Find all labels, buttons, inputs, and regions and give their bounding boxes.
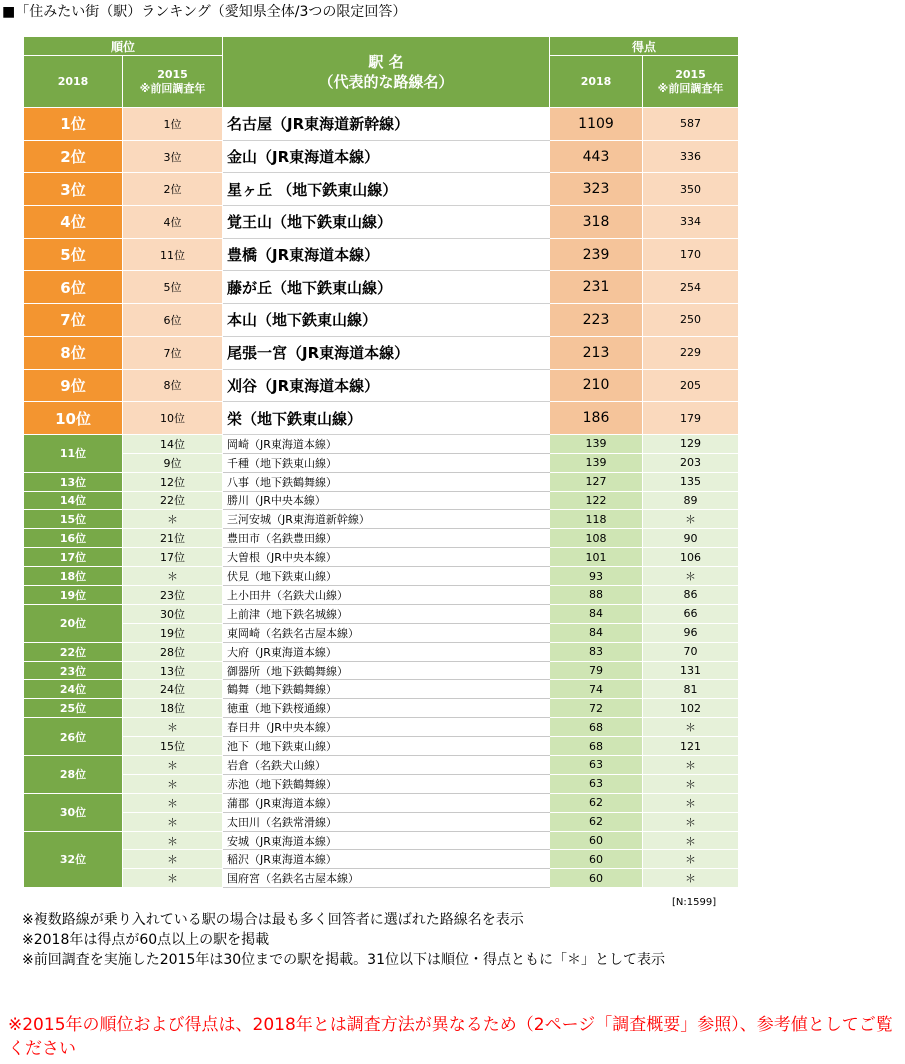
- rank-2018-cell: 7位: [24, 304, 123, 337]
- station-name-cell: 藤が丘（地下鉄東山線）: [223, 271, 550, 304]
- rank-2018-cell: 9位: [24, 369, 123, 402]
- score-2018-cell: 72: [550, 699, 643, 718]
- table-body: [24, 108, 739, 888]
- rank-2015-cell: 3位: [123, 140, 223, 173]
- table-row: [24, 453, 739, 472]
- score-2018-cell: 122: [550, 491, 643, 510]
- station-name-cell: 豊田市（名鉄豊田線）: [223, 529, 550, 548]
- score-2018-cell: 68: [550, 718, 643, 737]
- rank-2015-cell: 1位: [123, 108, 223, 141]
- rank-2018-cell: 5位: [24, 238, 123, 271]
- rank-2015-cell: 21位: [123, 529, 223, 548]
- score-2018-cell: 93: [550, 567, 643, 586]
- station-name-cell: 伏見（地下鉄東山線）: [223, 567, 550, 586]
- table-row: [24, 271, 739, 304]
- score-2018-cell: 62: [550, 793, 643, 812]
- rank-2018-cell: 6位: [24, 271, 123, 304]
- rank-2015-cell: 24位: [123, 680, 223, 699]
- table-row: [24, 869, 739, 888]
- table-row: [24, 529, 739, 548]
- station-name-cell: 上前津（地下鉄名城線）: [223, 604, 550, 623]
- score-2015-cell: 121: [643, 737, 739, 756]
- rank-2015-cell: 19位: [123, 623, 223, 642]
- score-2015-cell: 205: [643, 369, 739, 402]
- station-name-cell: 千種（地下鉄東山線）: [223, 453, 550, 472]
- score-2015-cell: 203: [643, 453, 739, 472]
- table-row: [24, 567, 739, 586]
- station-name-cell: 覚王山（地下鉄東山線）: [223, 206, 550, 239]
- table-row: [24, 548, 739, 567]
- rank-2015-cell: ＊: [123, 831, 223, 850]
- score-2018-cell: 213: [550, 336, 643, 369]
- rank-2015-cell: 23位: [123, 586, 223, 605]
- table-row: [24, 304, 739, 337]
- score-2015-cell: ＊: [643, 567, 739, 586]
- station-name-cell: 太田川（名鉄常滑線）: [223, 812, 550, 831]
- score-2018-cell: 108: [550, 529, 643, 548]
- rank-2015-cell: ＊: [123, 774, 223, 793]
- table-row: [24, 402, 739, 435]
- score-2015-cell: ＊: [643, 774, 739, 793]
- rank-2018-cell: 3位: [24, 173, 123, 206]
- score-2015-cell: 336: [643, 140, 739, 173]
- rank-2015-cell: ＊: [123, 718, 223, 737]
- score-2018-cell: 139: [550, 434, 643, 453]
- station-name-cell: 岩倉（名鉄犬山線）: [223, 756, 550, 775]
- rank-2018-cell: 13位: [24, 472, 123, 491]
- header-station-sub: （代表的な路線名）: [318, 73, 454, 91]
- station-name-cell: 星ヶ丘 （地下鉄東山線）: [223, 173, 550, 206]
- score-2018-cell: 443: [550, 140, 643, 173]
- station-name-cell: 御器所（地下鉄鶴舞線）: [223, 661, 550, 680]
- rank-2018-cell: 10位: [24, 402, 123, 435]
- header-rank-2015: [123, 56, 223, 108]
- score-2015-cell: 90: [643, 529, 739, 548]
- station-name-cell: 尾張一宮（JR東海道本線）: [223, 336, 550, 369]
- score-2015-cell: 81: [643, 680, 739, 699]
- table-row: [24, 680, 739, 699]
- table-row: [24, 812, 739, 831]
- warning-text: ※2015年の順位および得点は、2018年とは調査方法が異なるため（2ページ「調査概要」参照）、参考値としてご覧ください: [8, 1015, 893, 1059]
- rank-2015-cell: ＊: [123, 756, 223, 775]
- rank-2018-cell: 28位: [24, 756, 123, 794]
- rank-2015-cell: 2位: [123, 173, 223, 206]
- score-2018-cell: 60: [550, 831, 643, 850]
- header-score-2015: [643, 56, 739, 108]
- score-2018-cell: 223: [550, 304, 643, 337]
- header-rank-group: 順位: [24, 37, 223, 56]
- header-score-2018: 2018: [550, 56, 643, 108]
- score-2018-cell: 68: [550, 737, 643, 756]
- score-2015-cell: ＊: [643, 869, 739, 888]
- rank-2015-cell: ＊: [123, 812, 223, 831]
- rank-2015-cell: 7位: [123, 336, 223, 369]
- table-row: [24, 831, 739, 850]
- rank-2015-cell: 6位: [123, 304, 223, 337]
- score-2018-cell: 231: [550, 271, 643, 304]
- score-2018-cell: 239: [550, 238, 643, 271]
- rank-2018-cell: 2位: [24, 140, 123, 173]
- table-row: [24, 336, 739, 369]
- table-row: [24, 434, 739, 453]
- score-2015-cell: 129: [643, 434, 739, 453]
- table-row: [24, 604, 739, 623]
- station-name-cell: 赤池（地下鉄鶴舞線）: [223, 774, 550, 793]
- score-2018-cell: 74: [550, 680, 643, 699]
- rank-2018-cell: 23位: [24, 661, 123, 680]
- note-line: ※複数路線が乗り入れている駅の場合は最も多く回答者に選ばれた路線名を表示: [22, 912, 524, 928]
- score-2018-cell: 101: [550, 548, 643, 567]
- header-station-title: 駅 名: [368, 53, 404, 71]
- rank-2018-cell: 8位: [24, 336, 123, 369]
- rank-2015-cell: ＊: [123, 793, 223, 812]
- station-name-cell: 名古屋（JR東海道新幹線）: [223, 108, 550, 141]
- score-2015-cell: 102: [643, 699, 739, 718]
- table-row: [24, 642, 739, 661]
- rank-2015-cell: ＊: [123, 510, 223, 529]
- rank-2018-cell: 15位: [24, 510, 123, 529]
- score-2015-cell: 135: [643, 472, 739, 491]
- station-name-cell: 金山（JR東海道本線）: [223, 140, 550, 173]
- score-2018-cell: 63: [550, 774, 643, 793]
- score-2015-cell: ＊: [643, 850, 739, 869]
- score-2015-cell: 170: [643, 238, 739, 271]
- table-row: [24, 238, 739, 271]
- rank-2018-cell: 32位: [24, 831, 123, 888]
- score-2015-cell: ＊: [643, 510, 739, 529]
- score-2018-cell: 83: [550, 642, 643, 661]
- table-row: [24, 850, 739, 869]
- rank-2018-cell: 22位: [24, 642, 123, 661]
- rank-2015-cell: ＊: [123, 869, 223, 888]
- rank-2015-cell: ＊: [123, 567, 223, 586]
- rank-2018-cell: 16位: [24, 529, 123, 548]
- table-row: [24, 774, 739, 793]
- header-rank-2015-year: 2015: [157, 67, 188, 81]
- note-line: ※前回調査を実施した2015年は30位までの駅を掲載。31位以下は順位・得点ともに「＊」として表示: [22, 952, 665, 968]
- station-name-cell: 蒲郡（JR東海道本線）: [223, 793, 550, 812]
- score-2018-cell: 210: [550, 369, 643, 402]
- station-name-cell: 鶴舞（地下鉄鶴舞線）: [223, 680, 550, 699]
- score-2018-cell: 139: [550, 453, 643, 472]
- rank-2018-cell: 26位: [24, 718, 123, 756]
- score-2015-cell: 350: [643, 173, 739, 206]
- rank-2015-cell: 12位: [123, 472, 223, 491]
- score-2018-cell: 186: [550, 402, 643, 435]
- score-2018-cell: 60: [550, 850, 643, 869]
- station-name-cell: 豊橋（JR東海道本線）: [223, 238, 550, 271]
- rank-2018-cell: 24位: [24, 680, 123, 699]
- score-2015-cell: 334: [643, 206, 739, 239]
- rank-2015-cell: 18位: [123, 699, 223, 718]
- station-name-cell: 稲沢（JR東海道本線）: [223, 850, 550, 869]
- sample-size: [N:1599]: [672, 897, 717, 908]
- score-2015-cell: ＊: [643, 756, 739, 775]
- score-2015-cell: 229: [643, 336, 739, 369]
- score-2015-cell: ＊: [643, 793, 739, 812]
- station-name-cell: 東岡崎（名鉄名古屋本線）: [223, 623, 550, 642]
- notes: [22, 910, 665, 970]
- rank-2015-cell: 5位: [123, 271, 223, 304]
- rank-2015-cell: ＊: [123, 850, 223, 869]
- rank-2018-cell: 4位: [24, 206, 123, 239]
- station-name-cell: 三河安城（JR東海道新幹線）: [223, 510, 550, 529]
- score-2018-cell: 62: [550, 812, 643, 831]
- station-name-cell: 刈谷（JR東海道本線）: [223, 369, 550, 402]
- table-row: [24, 793, 739, 812]
- rank-2015-cell: 14位: [123, 434, 223, 453]
- rank-2015-cell: 10位: [123, 402, 223, 435]
- table-row: [24, 140, 739, 173]
- score-2015-cell: 70: [643, 642, 739, 661]
- score-2015-cell: 179: [643, 402, 739, 435]
- table-row: [24, 491, 739, 510]
- rank-2018-cell: 25位: [24, 699, 123, 718]
- score-2018-cell: 84: [550, 604, 643, 623]
- rank-2015-cell: 13位: [123, 661, 223, 680]
- station-name-cell: 八事（地下鉄鶴舞線）: [223, 472, 550, 491]
- score-2018-cell: 60: [550, 869, 643, 888]
- score-2018-cell: 127: [550, 472, 643, 491]
- station-name-cell: 岡崎（JR東海道本線）: [223, 434, 550, 453]
- table-row: [24, 173, 739, 206]
- page-title: ■「住みたい街（駅）ランキング（愛知県全体/3つの限定回答）: [2, 4, 407, 20]
- rank-2018-cell: 30位: [24, 793, 123, 831]
- header-score-group: 得点: [550, 37, 739, 56]
- score-2018-cell: 118: [550, 510, 643, 529]
- score-2015-cell: 254: [643, 271, 739, 304]
- score-2015-cell: ＊: [643, 812, 739, 831]
- station-name-cell: 大曽根（JR中央本線）: [223, 548, 550, 567]
- table-row: [24, 756, 739, 775]
- table-row: [24, 718, 739, 737]
- rank-2018-cell: 18位: [24, 567, 123, 586]
- station-name-cell: 上小田井（名鉄犬山線）: [223, 586, 550, 605]
- table-row: [24, 369, 739, 402]
- ranking-table: [23, 36, 739, 888]
- rank-2015-cell: 28位: [123, 642, 223, 661]
- header-score-2015-year: 2015: [675, 67, 706, 81]
- rank-2018-cell: 1位: [24, 108, 123, 141]
- station-name-cell: 安城（JR東海道本線）: [223, 831, 550, 850]
- score-2015-cell: 131: [643, 661, 739, 680]
- station-name-cell: 春日井（JR中央本線）: [223, 718, 550, 737]
- rank-2015-cell: 30位: [123, 604, 223, 623]
- station-name-cell: 栄（地下鉄東山線）: [223, 402, 550, 435]
- score-2018-cell: 79: [550, 661, 643, 680]
- rank-2015-cell: 9位: [123, 453, 223, 472]
- score-2018-cell: 318: [550, 206, 643, 239]
- rank-2018-cell: 11位: [24, 434, 123, 472]
- station-name-cell: 大府（JR東海道本線）: [223, 642, 550, 661]
- score-2018-cell: 63: [550, 756, 643, 775]
- score-2015-cell: 86: [643, 586, 739, 605]
- table-row: [24, 108, 739, 141]
- table-header: [24, 37, 739, 108]
- rank-2018-cell: 19位: [24, 586, 123, 605]
- header-rank-2015-note: ※前回調査年: [139, 81, 206, 95]
- rank-2015-cell: 15位: [123, 737, 223, 756]
- station-name-cell: 勝川（JR中央本線）: [223, 491, 550, 510]
- table-row: [24, 472, 739, 491]
- table-row: [24, 206, 739, 239]
- note-line: ※2018年は得点が60点以上の駅を掲載: [22, 932, 270, 948]
- rank-2015-cell: 4位: [123, 206, 223, 239]
- score-2015-cell: 106: [643, 548, 739, 567]
- rank-2015-cell: 22位: [123, 491, 223, 510]
- score-2018-cell: 84: [550, 623, 643, 642]
- table-row: [24, 510, 739, 529]
- table-row: [24, 699, 739, 718]
- station-name-cell: 本山（地下鉄東山線）: [223, 304, 550, 337]
- table-row: [24, 586, 739, 605]
- score-2015-cell: 66: [643, 604, 739, 623]
- score-2015-cell: 96: [643, 623, 739, 642]
- score-2015-cell: ＊: [643, 718, 739, 737]
- table-row: [24, 737, 739, 756]
- table-row: [24, 661, 739, 680]
- rank-2015-cell: 17位: [123, 548, 223, 567]
- station-name-cell: 徳重（地下鉄桜通線）: [223, 699, 550, 718]
- header-score-2015-note: ※前回調査年: [657, 81, 724, 95]
- rank-2018-cell: 20位: [24, 604, 123, 642]
- station-name-cell: 池下（地下鉄東山線）: [223, 737, 550, 756]
- score-2018-cell: 1109: [550, 108, 643, 141]
- rank-2015-cell: 8位: [123, 369, 223, 402]
- rank-2015-cell: 11位: [123, 238, 223, 271]
- header-rank-2018: 2018: [24, 56, 123, 108]
- score-2015-cell: 587: [643, 108, 739, 141]
- score-2015-cell: ＊: [643, 831, 739, 850]
- station-name-cell: 国府宮（名鉄名古屋本線）: [223, 869, 550, 888]
- score-2015-cell: 250: [643, 304, 739, 337]
- score-2018-cell: 323: [550, 173, 643, 206]
- score-2018-cell: 88: [550, 586, 643, 605]
- table-row: [24, 623, 739, 642]
- score-2015-cell: 89: [643, 491, 739, 510]
- rank-2018-cell: 14位: [24, 491, 123, 510]
- rank-2018-cell: 17位: [24, 548, 123, 567]
- header-station: [223, 37, 550, 108]
